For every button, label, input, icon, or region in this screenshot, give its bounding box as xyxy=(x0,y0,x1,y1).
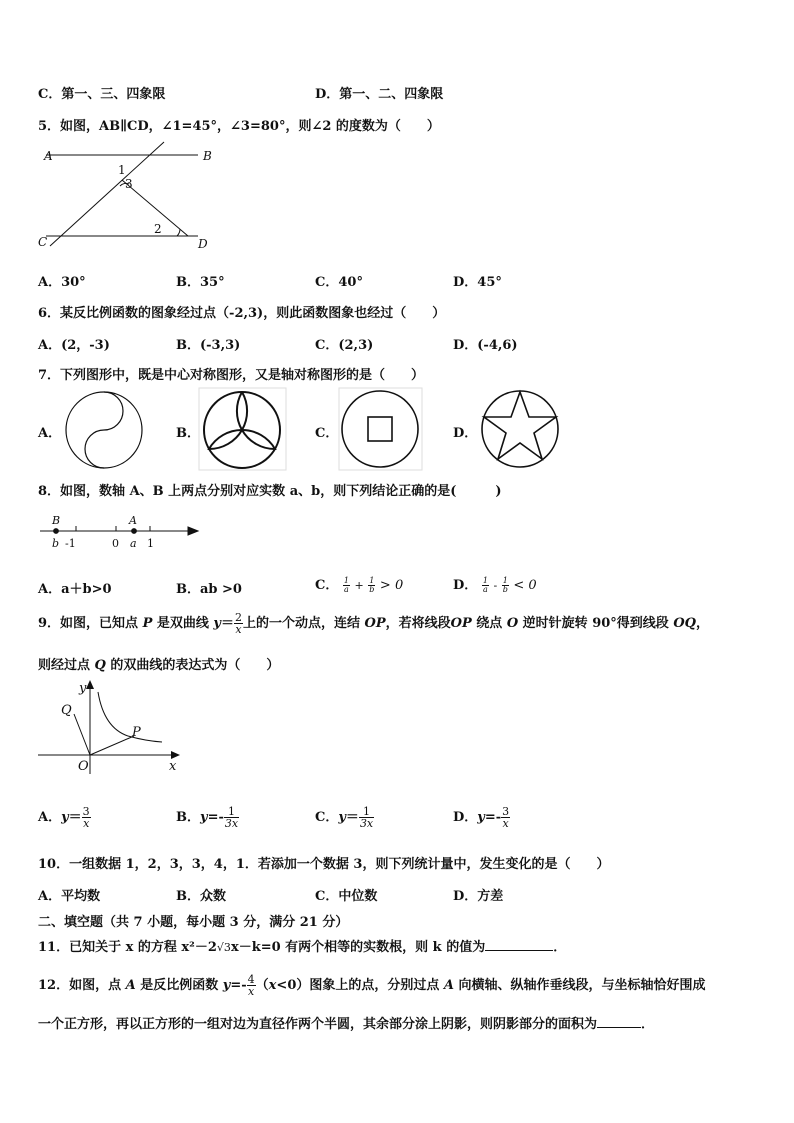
q6-option-d: D．(-4,6) xyxy=(453,338,518,353)
q9-stem-line1: 9．如图，已知点 P 是双曲线 y＝ $\frac{2}{x}$ 上的一个动点，连结 OP，若将线段OP 绕点 O 逆时针旋转 90°得到线段 OQ， xyxy=(38,611,709,636)
point-q-label: Q xyxy=(61,703,72,718)
label-b: B xyxy=(203,149,212,163)
transversal xyxy=(50,142,164,246)
q9-option-b: B．y=- $\frac{1}{3x}$ xyxy=(176,805,239,830)
q9-option-d: D．y=- $\frac{3}{x}$ xyxy=(453,805,510,830)
q12-answer-blank[interactable] xyxy=(597,1027,641,1028)
star-circle-figure xyxy=(478,387,562,471)
q6-option-c: C．(2,3) xyxy=(315,338,374,353)
q11-stem: 11．已知关于 x 的方程 x²－2√3x－k=0 有两个相等的实数根，则 k 的值为 ． xyxy=(38,940,567,955)
q5-option-b: B．35° xyxy=(176,275,225,290)
q10-option-c: C．中位数 xyxy=(315,889,378,904)
b-label: b xyxy=(52,537,60,550)
q5-stem: 5．如图，AB∥CD，∠1=45°，∠3=80°，则∠2 的度数为（ ） xyxy=(38,119,440,134)
origin-label: O xyxy=(78,759,89,774)
q11-answer-blank[interactable] xyxy=(485,950,553,951)
angle-3-label: 3 xyxy=(125,177,133,191)
q6-option-b: B．(-3,3) xyxy=(176,338,241,353)
yin-yang-figure xyxy=(64,390,144,470)
q7-label-c: C． xyxy=(315,426,339,441)
q8-option-a: A．a＋b>0 xyxy=(38,582,112,597)
angle-1-label: 1 xyxy=(118,163,126,177)
zero-label: 0 xyxy=(112,537,119,550)
q4-option-c: C．第一、三、四象限 xyxy=(38,87,166,102)
q10-option-a: A．平均数 xyxy=(38,889,101,904)
coin-square-figure xyxy=(338,387,424,473)
q9-stem-line2: 则经过点 Q 的双曲线的表达式为（ ） xyxy=(38,658,280,673)
q8-option-b: B．ab >0 xyxy=(176,582,242,597)
y-axis-label: y xyxy=(79,681,87,696)
q5-option-a: A．30° xyxy=(38,275,86,290)
minus-one-label: -1 xyxy=(65,537,76,550)
q8-option-d: D． $\frac{1}{a}$ - $\frac{1}{b}$ < 0 xyxy=(453,576,537,594)
x-axis-label: x xyxy=(169,759,177,774)
a-label: a xyxy=(130,537,137,550)
point-p-label: P xyxy=(132,725,141,740)
q5-option-d: D．45° xyxy=(453,275,502,290)
number-line-figure xyxy=(38,512,203,552)
q9-option-c: C．y＝ $\frac{1}{3x}$ xyxy=(315,805,374,830)
q4-option-d: D．第一、二、四象限 xyxy=(315,87,444,102)
angle-2-label: 2 xyxy=(154,222,162,236)
q10-option-d: D．方差 xyxy=(453,889,504,904)
q9-hyperbola-figure xyxy=(38,680,183,775)
q7-label-a: A． xyxy=(38,426,62,441)
point-a-label: A xyxy=(129,514,137,527)
q6-option-a: A．(2，-3) xyxy=(38,338,110,353)
label-d: D xyxy=(198,237,208,251)
q12-stem-line1: 12．如图，点 A 是反比例函数 y=- $\frac{4}{x}$ （x<0）图象上的点，分别过点 A 向横轴、纵轴作垂线段，与坐标轴恰好围成 xyxy=(38,973,706,998)
one-label: 1 xyxy=(147,537,154,550)
q8-option-c: C． $\frac{1}{a}$ + $\frac{1}{b}$ > 0 xyxy=(315,576,404,594)
q10-stem: 10．一组数据 1，2，3，3，4，1．若添加一个数据 3，则下列统计量中，发生变化的是（ ） xyxy=(38,857,610,872)
q5-option-c: C．40° xyxy=(315,275,363,290)
q7-label-d: D． xyxy=(453,426,478,441)
q7-label-b: B． xyxy=(176,426,200,441)
point-b-label: B xyxy=(52,514,61,527)
label-a: A xyxy=(44,149,53,163)
q6-stem: 6．某反比例函数的图象经过点（-2,3)，则此函数图象也经过（ ） xyxy=(38,306,446,321)
q5-figure xyxy=(38,140,228,255)
section-2-heading: 二、填空题（共 7 小题，每小题 3 分，满分 21 分） xyxy=(38,915,349,930)
label-c: C xyxy=(38,235,48,249)
q9-option-a: A．y＝ $\frac{3}{x}$ xyxy=(38,805,90,830)
q12-stem-line2: 一个正方形，再以正方形的一组对边为直径作两个半圆，其余部分涂上阴影，则阴影部分的面积为 ． xyxy=(38,1017,655,1032)
trefoil-circle-figure xyxy=(198,387,288,473)
q10-option-b: B．众数 xyxy=(176,889,226,904)
q8-stem: 8．如图，数轴 A、B 上两点分别对应实数 a、b，则下列结论正确的是( ) xyxy=(38,484,502,499)
q7-stem: 7．下列图形中，既是中心对称图形，又是轴对称图形的是（ ） xyxy=(38,368,425,383)
